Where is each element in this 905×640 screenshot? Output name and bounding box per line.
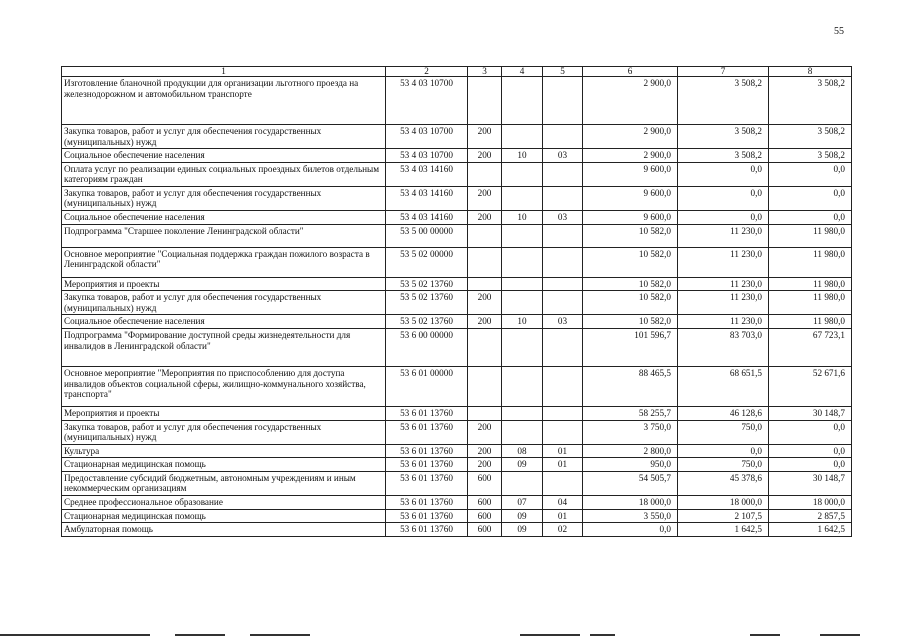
- cell-expense-type: 200: [468, 291, 502, 315]
- cell-subsection: [543, 277, 583, 291]
- table-row: [62, 224, 852, 247]
- cell-expense-type: 200: [468, 125, 502, 149]
- cell-year3: 18 000,0: [769, 495, 852, 509]
- cell-subsection: 03: [543, 315, 583, 329]
- cell-subsection: 01: [543, 509, 583, 523]
- row-name: Оплата услуг по реализации единых социальных проездных билетов отдельным категориям граждан: [62, 162, 386, 186]
- cell-subsection: 01: [543, 444, 583, 458]
- cell-section: [502, 125, 543, 149]
- cell-year3: 3 508,2: [769, 125, 852, 149]
- cell-expense-type: [468, 162, 502, 186]
- footer-line: [750, 634, 780, 636]
- cell-year2: 11 230,0: [678, 224, 769, 247]
- cell-subsection: [543, 328, 583, 366]
- cell-subsection: [543, 420, 583, 444]
- cell-year1: 101 596,7: [583, 328, 678, 366]
- cell-subsection: 02: [543, 523, 583, 537]
- cell-section: [502, 186, 543, 210]
- table-row: [62, 366, 852, 406]
- header-cell: 2: [386, 67, 468, 77]
- cell-code: 53 6 00 00000: [386, 328, 468, 366]
- cell-year3: 30 148,7: [769, 406, 852, 420]
- cell-year2: 46 128,6: [678, 406, 769, 420]
- cell-section: [502, 247, 543, 277]
- row-name: Предоставление субсидий бюджетным, автономным учреждениям и иным некоммерческим организациям: [62, 471, 386, 495]
- cell-year2: 0,0: [678, 162, 769, 186]
- table-row: [62, 444, 852, 458]
- cell-code: 53 4 03 14160: [386, 162, 468, 186]
- row-name: Социальное обеспечение населения: [62, 149, 386, 163]
- footer-line: [250, 634, 310, 636]
- cell-subsection: [543, 291, 583, 315]
- row-name: Мероприятия и проекты: [62, 277, 386, 291]
- table-row: [62, 277, 852, 291]
- cell-year1: 54 505,7: [583, 471, 678, 495]
- row-name: Культура: [62, 444, 386, 458]
- footer-line: [820, 634, 860, 636]
- row-name: Подпрограмма "Формирование доступной среды жизнедеятельности для инвалидов в Ленинградской области": [62, 328, 386, 366]
- row-name: Основное мероприятие "Социальная поддержка граждан пожилого возраста в Ленинградской области": [62, 247, 386, 277]
- table-row: [62, 315, 852, 329]
- cell-subsection: [543, 77, 583, 125]
- cell-code: 53 6 01 13760: [386, 444, 468, 458]
- cell-year3: 11 980,0: [769, 247, 852, 277]
- table-row: [62, 149, 852, 163]
- cell-code: 53 5 02 13760: [386, 291, 468, 315]
- cell-expense-type: [468, 247, 502, 277]
- cell-code: 53 5 02 13760: [386, 315, 468, 329]
- cell-year3: 0,0: [769, 458, 852, 472]
- cell-expense-type: 200: [468, 186, 502, 210]
- cell-expense-type: 200: [468, 444, 502, 458]
- cell-year1: 18 000,0: [583, 495, 678, 509]
- cell-subsection: [543, 162, 583, 186]
- cell-year2: 45 378,6: [678, 471, 769, 495]
- cell-year2: 1 642,5: [678, 523, 769, 537]
- cell-section: [502, 162, 543, 186]
- cell-year1: 9 600,0: [583, 211, 678, 225]
- cell-year3: 11 980,0: [769, 224, 852, 247]
- cell-section: 10: [502, 211, 543, 225]
- cell-year3: 67 723,1: [769, 328, 852, 366]
- table-row: [62, 523, 852, 537]
- cell-year1: 3 550,0: [583, 509, 678, 523]
- cell-year1: 2 900,0: [583, 77, 678, 125]
- cell-year1: 9 600,0: [583, 186, 678, 210]
- cell-expense-type: 200: [468, 211, 502, 225]
- table-row: [62, 125, 852, 149]
- row-name: Закупка товаров, работ и услуг для обеспечения государственных (муниципальных) нужд: [62, 186, 386, 210]
- header-cell: 1: [62, 67, 386, 77]
- cell-year1: 9 600,0: [583, 162, 678, 186]
- footer-line: [520, 634, 580, 636]
- cell-year3: 30 148,7: [769, 471, 852, 495]
- cell-section: 09: [502, 458, 543, 472]
- cell-subsection: [543, 186, 583, 210]
- cell-year2: 750,0: [678, 458, 769, 472]
- cell-year3: 11 980,0: [769, 291, 852, 315]
- cell-section: [502, 224, 543, 247]
- cell-year2: 0,0: [678, 186, 769, 210]
- cell-expense-type: [468, 77, 502, 125]
- cell-subsection: 04: [543, 495, 583, 509]
- cell-year3: 1 642,5: [769, 523, 852, 537]
- cell-expense-type: [468, 406, 502, 420]
- cell-code: 53 5 02 13760: [386, 277, 468, 291]
- cell-subsection: 03: [543, 211, 583, 225]
- cell-section: [502, 277, 543, 291]
- cell-subsection: [543, 224, 583, 247]
- row-name: Подпрограмма "Старшее поколение Ленинградской области": [62, 224, 386, 247]
- cell-subsection: [543, 247, 583, 277]
- table-row: [62, 291, 852, 315]
- row-name: Среднее профессиональное образование: [62, 495, 386, 509]
- table-row: [62, 247, 852, 277]
- header-row: [62, 67, 852, 77]
- table-row: [62, 77, 852, 125]
- cell-expense-type: 600: [468, 495, 502, 509]
- cell-code: 53 6 01 13760: [386, 420, 468, 444]
- cell-expense-type: [468, 328, 502, 366]
- row-name: Амбулаторная помощь: [62, 523, 386, 537]
- cell-subsection: [543, 471, 583, 495]
- cell-expense-type: 200: [468, 315, 502, 329]
- header-cell: 6: [583, 67, 678, 77]
- cell-year1: 2 900,0: [583, 125, 678, 149]
- footer-line: [175, 634, 225, 636]
- cell-code: 53 4 03 10700: [386, 77, 468, 125]
- cell-year2: 11 230,0: [678, 247, 769, 277]
- cell-year3: 0,0: [769, 162, 852, 186]
- cell-year1: 10 582,0: [583, 291, 678, 315]
- cell-code: 53 6 01 00000: [386, 366, 468, 406]
- row-name: Закупка товаров, работ и услуг для обеспечения государственных (муниципальных) нужд: [62, 291, 386, 315]
- cell-year3: 0,0: [769, 186, 852, 210]
- cell-year1: 10 582,0: [583, 315, 678, 329]
- cell-year2: 0,0: [678, 211, 769, 225]
- table-row: [62, 328, 852, 366]
- cell-year2: 83 703,0: [678, 328, 769, 366]
- header-cell: 7: [678, 67, 769, 77]
- cell-subsection: 01: [543, 458, 583, 472]
- cell-year1: 3 750,0: [583, 420, 678, 444]
- row-name: Закупка товаров, работ и услуг для обеспечения государственных (муниципальных) нужд: [62, 125, 386, 149]
- cell-subsection: [543, 366, 583, 406]
- cell-year2: 3 508,2: [678, 125, 769, 149]
- cell-year1: 58 255,7: [583, 406, 678, 420]
- cell-code: 53 4 03 14160: [386, 186, 468, 210]
- cell-section: [502, 366, 543, 406]
- row-name: Стационарная медицинская помощь: [62, 458, 386, 472]
- cell-code: 53 6 01 13760: [386, 406, 468, 420]
- cell-year3: 0,0: [769, 420, 852, 444]
- cell-code: 53 5 02 00000: [386, 247, 468, 277]
- cell-code: 53 4 03 14160: [386, 211, 468, 225]
- row-name: Основное мероприятие "Мероприятия по приспособлению для доступа инвалидов объектов социальной сферы, жилищно-коммунального хозяйства, транспорта": [62, 366, 386, 406]
- cell-expense-type: 600: [468, 509, 502, 523]
- cell-section: [502, 406, 543, 420]
- cell-year2: 3 508,2: [678, 149, 769, 163]
- cell-year1: 0,0: [583, 523, 678, 537]
- cell-year1: 950,0: [583, 458, 678, 472]
- cell-section: 08: [502, 444, 543, 458]
- cell-expense-type: 200: [468, 149, 502, 163]
- cell-expense-type: 200: [468, 420, 502, 444]
- cell-section: 10: [502, 315, 543, 329]
- cell-expense-type: [468, 366, 502, 406]
- cell-expense-type: [468, 224, 502, 247]
- table-row: [62, 458, 852, 472]
- cell-year3: 52 671,6: [769, 366, 852, 406]
- footer-line: [0, 634, 150, 636]
- row-name: Социальное обеспечение населения: [62, 211, 386, 225]
- cell-year2: 11 230,0: [678, 291, 769, 315]
- cell-subsection: [543, 406, 583, 420]
- row-name: Изготовление бланочной продукции для организации льготного проезда на железнодорожном и автомобильном транспорте: [62, 77, 386, 125]
- cell-code: 53 6 01 13760: [386, 471, 468, 495]
- cell-code: 53 6 01 13760: [386, 509, 468, 523]
- cell-expense-type: 200: [468, 458, 502, 472]
- cell-year3: 3 508,2: [769, 149, 852, 163]
- table-row: [62, 420, 852, 444]
- cell-year3: 11 980,0: [769, 315, 852, 329]
- cell-year1: 2 800,0: [583, 444, 678, 458]
- cell-section: 09: [502, 509, 543, 523]
- cell-code: 53 4 03 10700: [386, 149, 468, 163]
- table-row: [62, 211, 852, 225]
- cell-year1: 2 900,0: [583, 149, 678, 163]
- row-name: Социальное обеспечение населения: [62, 315, 386, 329]
- cell-year2: 3 508,2: [678, 77, 769, 125]
- cell-expense-type: 600: [468, 523, 502, 537]
- table-row: [62, 162, 852, 186]
- cell-section: [502, 291, 543, 315]
- cell-year2: 11 230,0: [678, 315, 769, 329]
- header-cell: 8: [769, 67, 852, 77]
- cell-code: 53 6 01 13760: [386, 458, 468, 472]
- cell-year3: 3 508,2: [769, 77, 852, 125]
- cell-code: 53 4 03 10700: [386, 125, 468, 149]
- table-row: [62, 495, 852, 509]
- cell-year2: 2 107,5: [678, 509, 769, 523]
- table-row: [62, 509, 852, 523]
- cell-year3: 11 980,0: [769, 277, 852, 291]
- header-cell: 3: [468, 67, 502, 77]
- cell-subsection: 03: [543, 149, 583, 163]
- table-row: [62, 406, 852, 420]
- cell-year2: 0,0: [678, 444, 769, 458]
- cell-year2: 68 651,5: [678, 366, 769, 406]
- row-name: Закупка товаров, работ и услуг для обеспечения государственных (муниципальных) нужд: [62, 420, 386, 444]
- cell-section: [502, 77, 543, 125]
- cell-year3: 0,0: [769, 211, 852, 225]
- cell-year3: 2 857,5: [769, 509, 852, 523]
- row-name: Мероприятия и проекты: [62, 406, 386, 420]
- cell-year1: 10 582,0: [583, 247, 678, 277]
- cell-year2: 11 230,0: [678, 277, 769, 291]
- table-row: [62, 186, 852, 210]
- cell-code: 53 6 01 13760: [386, 495, 468, 509]
- cell-expense-type: 600: [468, 471, 502, 495]
- cell-section: [502, 328, 543, 366]
- cell-section: 07: [502, 495, 543, 509]
- row-name: Стационарная медицинская помощь: [62, 509, 386, 523]
- cell-year2: 18 000,0: [678, 495, 769, 509]
- cell-section: 10: [502, 149, 543, 163]
- footer-line: [590, 634, 615, 636]
- page-number: 55: [834, 26, 844, 37]
- cell-section: [502, 420, 543, 444]
- cell-year1: 88 465,5: [583, 366, 678, 406]
- header-cell: 5: [543, 67, 583, 77]
- cell-section: 09: [502, 523, 543, 537]
- cell-expense-type: [468, 277, 502, 291]
- cell-year3: 0,0: [769, 444, 852, 458]
- cell-code: 53 6 01 13760: [386, 523, 468, 537]
- cell-section: [502, 471, 543, 495]
- cell-year2: 750,0: [678, 420, 769, 444]
- table-row: [62, 471, 852, 495]
- cell-subsection: [543, 125, 583, 149]
- cell-code: 53 5 00 00000: [386, 224, 468, 247]
- budget-table: [61, 66, 852, 537]
- cell-year1: 10 582,0: [583, 277, 678, 291]
- cell-year1: 10 582,0: [583, 224, 678, 247]
- header-cell: 4: [502, 67, 543, 77]
